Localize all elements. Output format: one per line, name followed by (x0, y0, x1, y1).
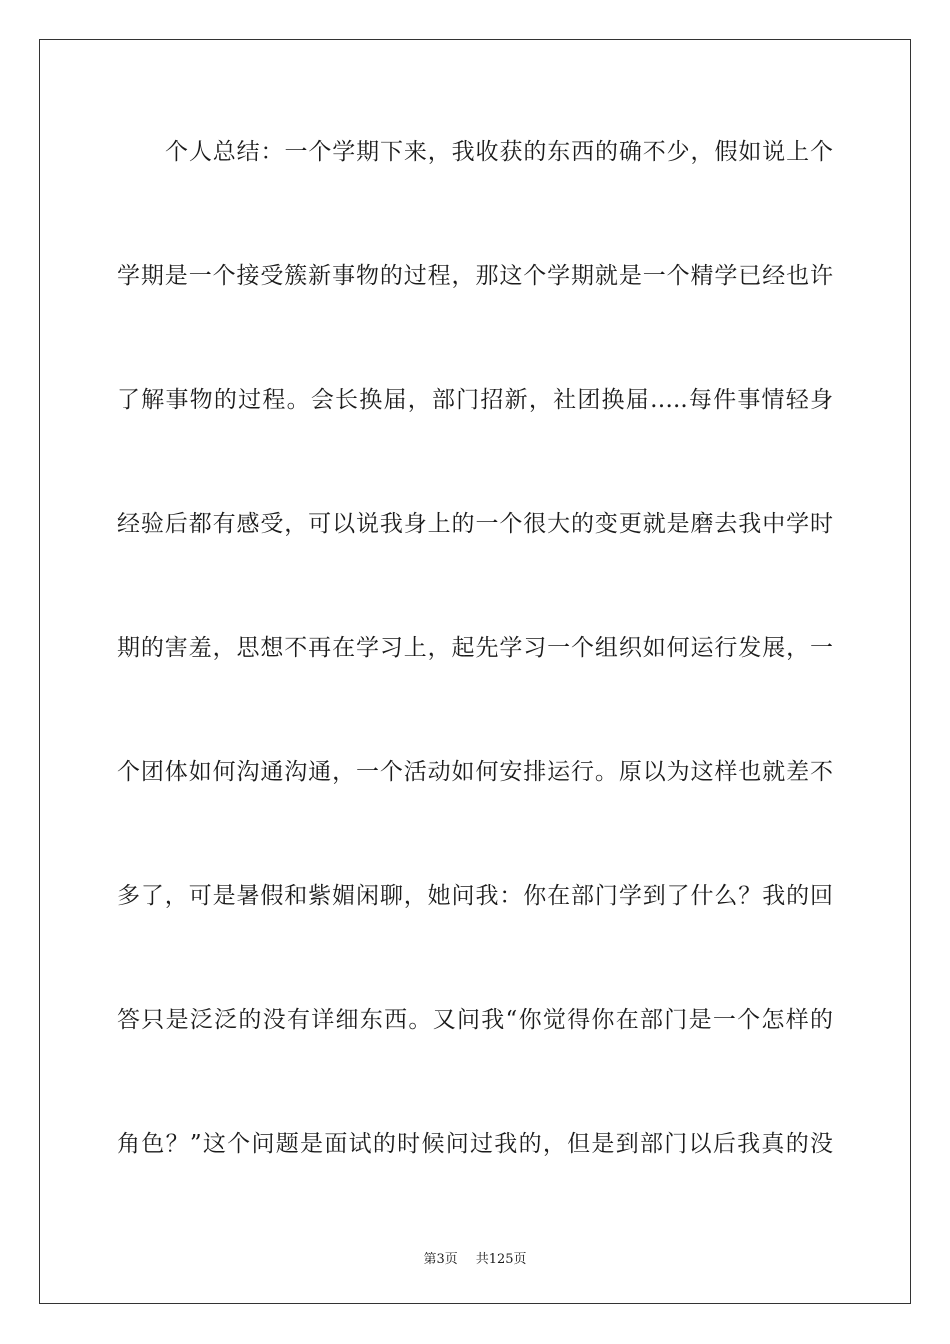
paragraph-line-4: 经验后都有感受，可以说我身上的一个很大的变更就是磨去我中学时 (117, 511, 833, 537)
paragraph-line-5: 期的害羞，思想不再在学习上，起先学习一个组织如何运行发展，一 (117, 635, 833, 661)
paragraph-line-2: 学期是一个接受簇新事物的过程，那这个学期就是一个精学已经也许 (117, 263, 833, 289)
paragraph-line-9: 角色？”这个问题是面试的时候问过我的，但是到部门以后我真的没 (117, 1131, 833, 1157)
paragraph-line-8: 答只是泛泛的没有详细东西。又问我“你觉得你在部门是一个怎样的 (117, 1007, 833, 1033)
page-number: 第3页 (423, 1252, 458, 1267)
paragraph-line-1: 个人总结：一个学期下来，我收获的东西的确不少，假如说上个 (165, 139, 833, 165)
total-pages: 共125页 (475, 1252, 527, 1267)
page-footer (0, 1248, 950, 1267)
paragraph-line-6: 个团体如何沟通沟通，一个活动如何安排运行。原以为这样也就差不 (117, 759, 833, 785)
paragraph-line-3: 了解事物的过程。会长换届，部门招新，社团换届…..每件事情轻身 (117, 387, 833, 413)
page-border (39, 39, 911, 1304)
paragraph-line-7: 多了，可是暑假和紫媚闲聊，她问我：你在部门学到了什么？我的回 (117, 883, 833, 909)
